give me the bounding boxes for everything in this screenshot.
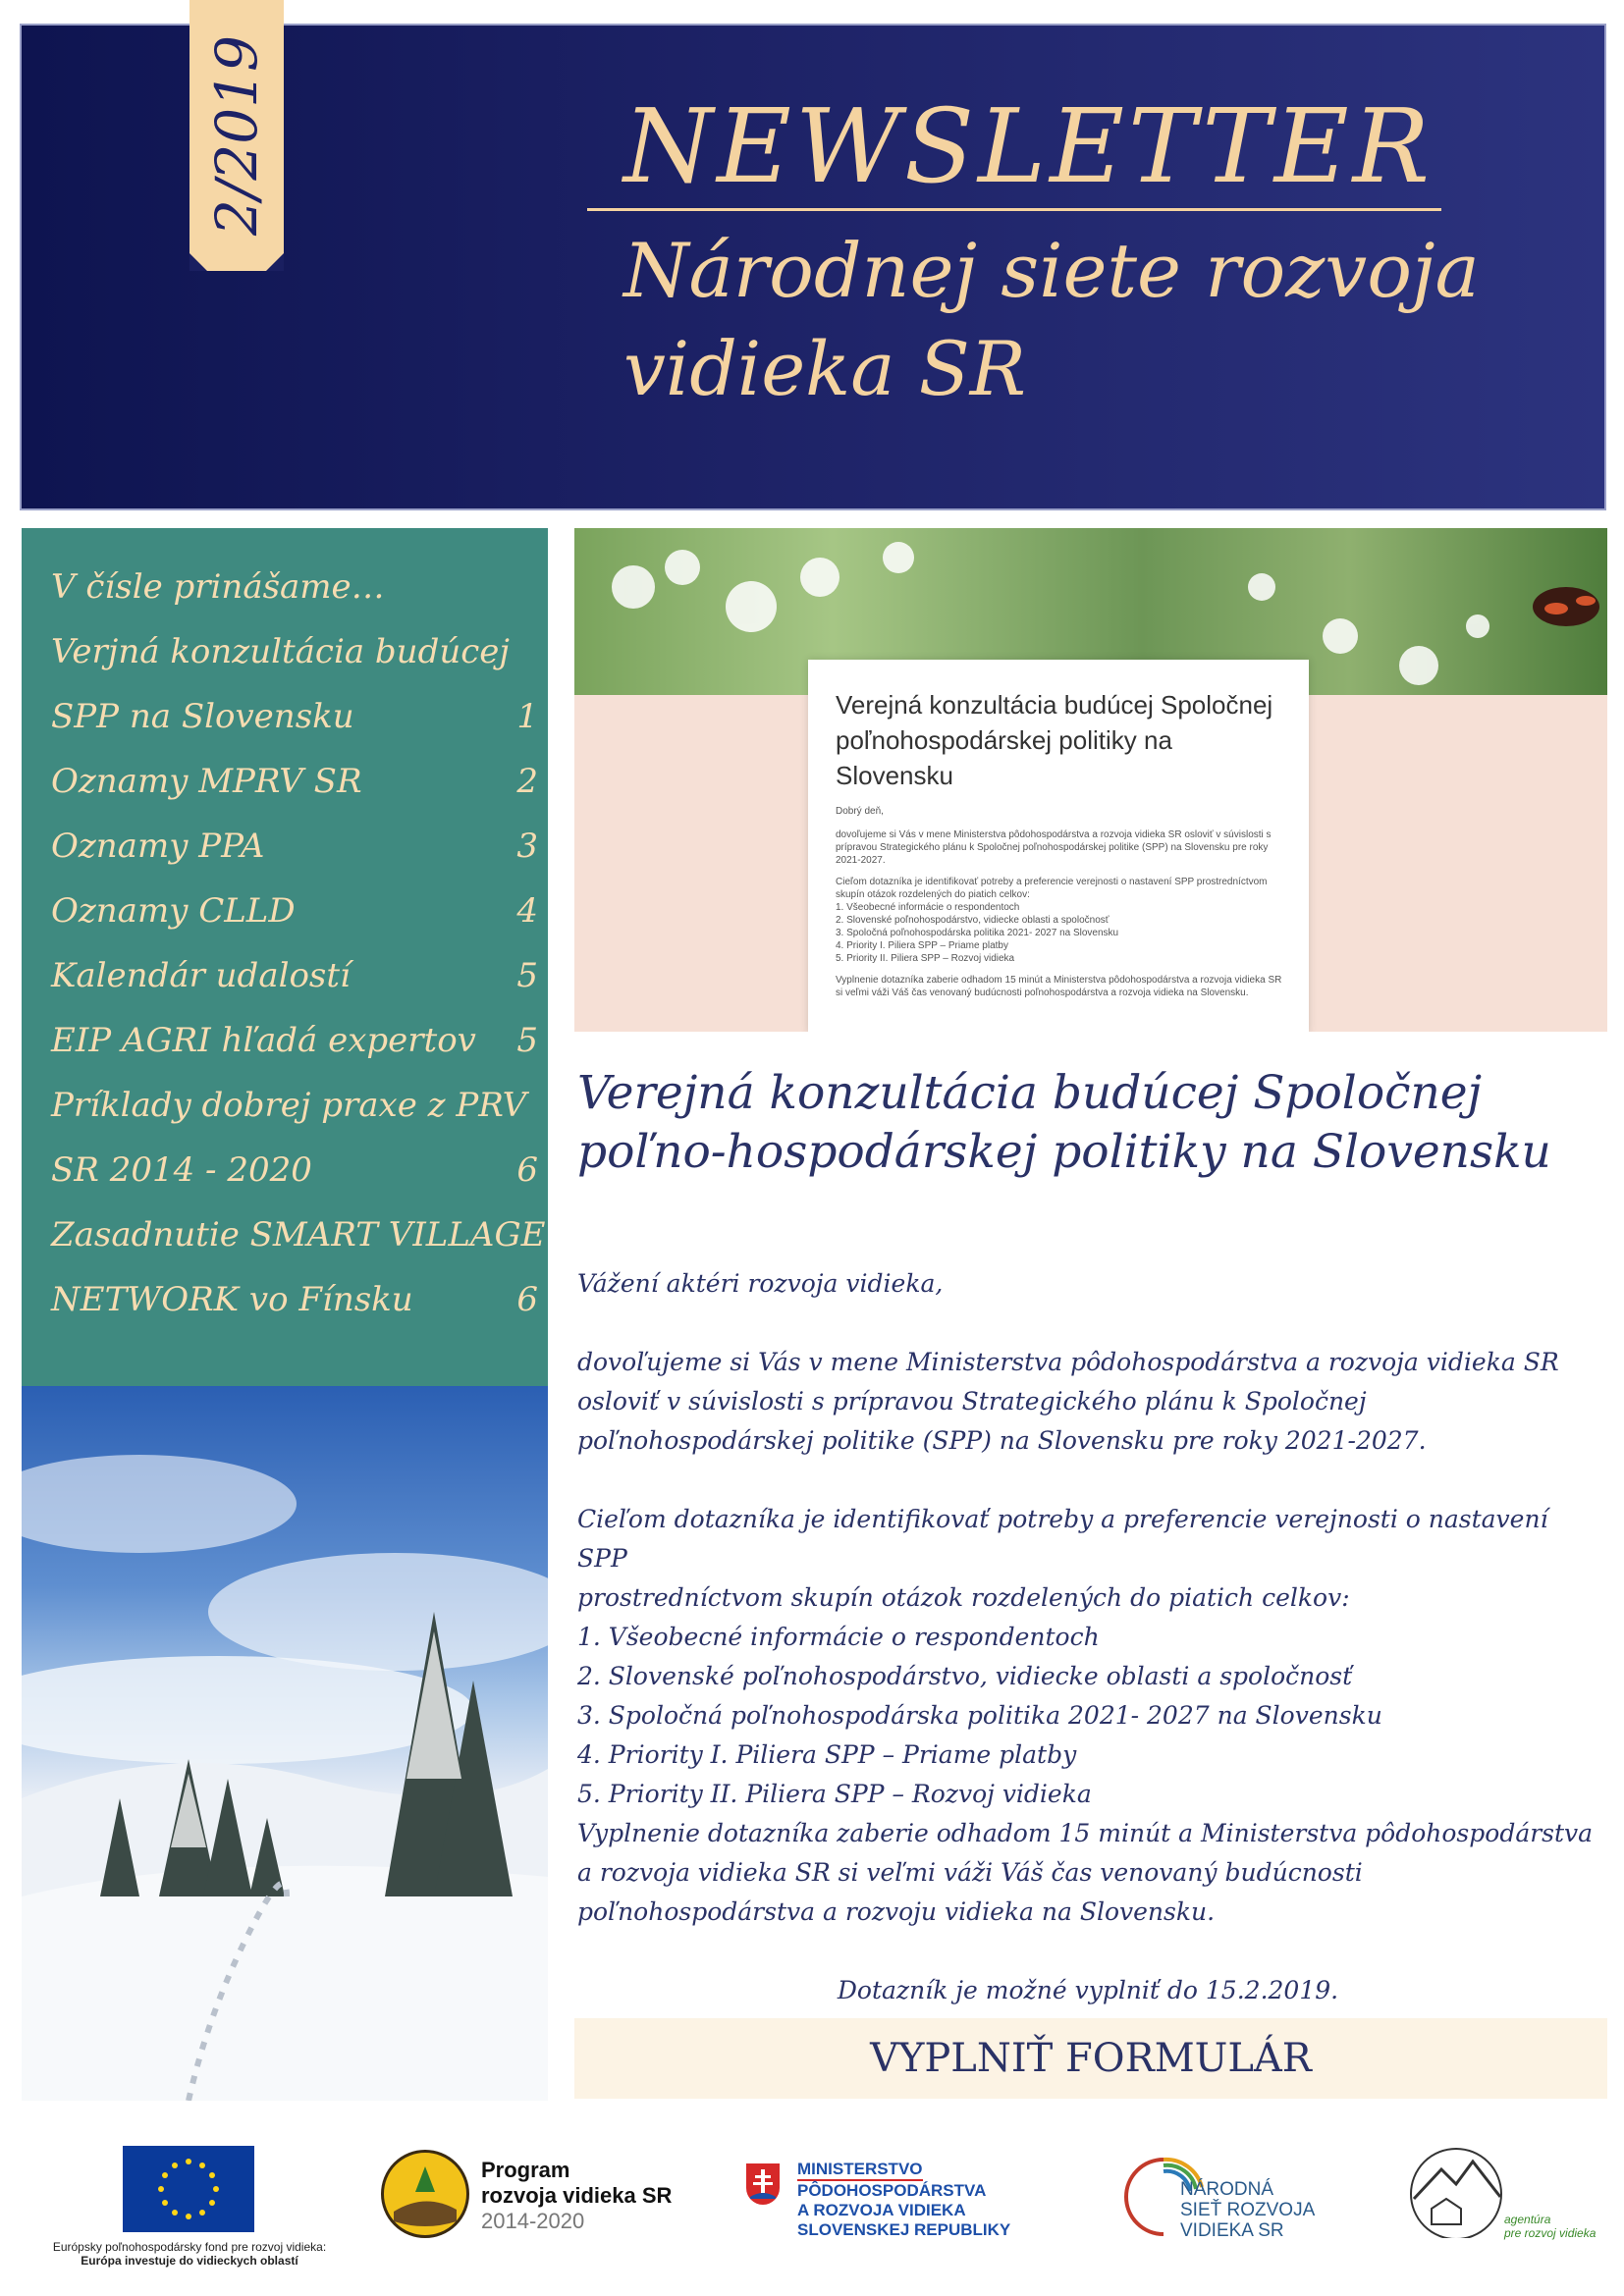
toc-item-good-practice[interactable] xyxy=(51,1150,538,1190)
toc-page-number: 2 xyxy=(516,762,538,801)
card-title: Verejná konzultácia budúcej Spoločnej poľnohospodárskej politiky na Slovensku xyxy=(836,690,1273,790)
article-salutation: Vážení aktéri rozvoja vidieka, xyxy=(577,1269,944,1298)
winter-landscape-photo xyxy=(22,1386,548,2101)
fill-form-label: VYPLNIŤ FORMULÁR xyxy=(870,2036,1312,2081)
toc-item-consultation[interactable] xyxy=(51,697,538,736)
winter-scene-illustration xyxy=(22,1386,548,2101)
list-item: 3. Spoločná poľnohospodárska politika 2021- 2027 na Slovensku xyxy=(577,1701,1382,1730)
issue-tag xyxy=(189,0,284,271)
slovak-coat-of-arms-icon xyxy=(746,2163,780,2205)
toc-item-eip-agri[interactable] xyxy=(51,1021,538,1060)
issue-number: 2/2019 xyxy=(203,34,270,237)
hero-image xyxy=(574,528,1607,1032)
toc-page-number: 5 xyxy=(516,956,538,995)
prv-line-3: 2014-2020 xyxy=(481,2209,585,2233)
prv-line-1: Program xyxy=(481,2158,570,2182)
card-list-item: 2. Slovenské poľnohospodárstvo, vidiecke oblasti a spoločnosť xyxy=(836,915,1110,926)
list-item: 1. Všeobecné informácie o respondentoch xyxy=(577,1623,1100,1651)
agency-logo-icon xyxy=(1392,2140,1520,2238)
fill-form-button[interactable] xyxy=(574,2018,1607,2099)
nsrv-logo-text xyxy=(1180,2179,1315,2241)
toc-page-number: 6 xyxy=(516,1280,538,1319)
toc-item-label: SR 2014 - 2020 xyxy=(51,1150,312,1190)
subtitle-line-2: vidieka SR xyxy=(623,325,1026,412)
paragraph-line: prostredníctvom skupín otázok rozdelených do piatich celkov: xyxy=(577,1583,1350,1612)
agency-line-1: agentúra xyxy=(1504,2213,1551,2226)
card-list-item: 1. Všeobecné informácie o respondentoch xyxy=(836,902,1020,913)
toc-item-smart-village-line1[interactable]: Zasadnutie SMART VILLAGE xyxy=(51,1215,546,1255)
eu-stars-icon xyxy=(123,2146,254,2232)
toc-item-label: Oznamy PPA xyxy=(51,827,265,866)
article-paragraph-3: Vyplnenie dotazníka zaberie odhadom 15 minút a Ministerstva pôdohospodárstva a rozvoja vidieka SR si veľmi váži Váš čas venovaný budúcnosti poľnohospodárstva a rozvoju vidieka na Slovensku. xyxy=(577,1819,1594,1926)
nsrv-line-1: NÁRODNÁ xyxy=(1180,2179,1274,2200)
ministry-line-2: PÔDOHOSPODÁRSTVA xyxy=(797,2181,987,2200)
ministry-line-1: MINISTERSTVO xyxy=(797,2160,923,2181)
newsletter-subtitle xyxy=(623,222,1507,418)
toc-item-label: Oznamy MPRV SR xyxy=(51,762,362,801)
toc-item-label: SPP na Slovensku xyxy=(51,697,354,736)
list-item: 5. Priority II. Piliera SPP – Rozvoj vidieka xyxy=(577,1780,1092,1808)
subtitle-line-1: Národnej siete rozvoja xyxy=(623,227,1480,314)
card-list-item: 5. Priority II. Piliera SPP – Rozvoj vidieka xyxy=(836,953,1015,964)
prv-logo-icon xyxy=(381,2150,469,2238)
toc-item-calendar[interactable] xyxy=(51,956,538,995)
title-divider xyxy=(587,208,1441,211)
toc-item-clld[interactable] xyxy=(51,891,538,931)
card-greeting: Dobrý deň, xyxy=(836,806,884,817)
table-of-contents xyxy=(22,528,548,1386)
questionnaire-preview-card xyxy=(808,660,1309,1032)
toc-heading: V čísle prinášame… xyxy=(51,567,385,607)
toc-item-mprv[interactable] xyxy=(51,762,538,801)
ministry-line-3: A ROZVOJA VIDIEKA xyxy=(797,2201,966,2219)
article-paragraph-1: dovoľujeme si Vás v mene Ministerstva pôdohospodárstva a rozvoja vidieka SR osloviť v súvislosti s prípravou Strategického plánu k Spoločnej poľnohospodárskej politike (SPP) na Slovensku pre roky 2021-2027. xyxy=(577,1348,1559,1455)
list-item: 4. Priority I. Piliera SPP – Priame platby xyxy=(577,1740,1077,1769)
toc-item-ppa[interactable] xyxy=(51,827,538,866)
toc-item-consultation-line1[interactable]: Verjná konzultácia budúcej xyxy=(51,632,510,671)
agency-line-2: pre rozvoj vidieka xyxy=(1504,2226,1597,2240)
eu-flag-logo xyxy=(123,2146,254,2232)
card-paragraph-1: dovoľujeme si Vás v mene Ministerstva pôdohospodárstva a rozvoja vidieka SR osloviť v súvislosti s prípravou Strategického plánu k Spoločnej poľnohospodárskej politike (SPP) na Slovensku pre roky 2021-2027. xyxy=(836,829,1272,866)
butterfly-icon xyxy=(1533,587,1599,626)
nsrv-line-3: VIDIEKA SR xyxy=(1180,2220,1284,2241)
ministry-line-4: SLOVENSKEJ REPUBLIKY xyxy=(797,2220,1011,2239)
card-paragraph-2: Cieľom dotazníka je identifikovať potreby a preferencie verejnosti o nastavení SPP prostredníctvom skupín otázok rozdelených do piatich celkov: xyxy=(836,877,1268,900)
eu-caption-line-1: Európsky poľnohospodársky fond pre rozvoj vidieka: xyxy=(52,2240,327,2254)
paragraph-line: Cieľom dotazníka je identifikovať potreby a preferencie verejnosti o nastavení SPP xyxy=(577,1505,1548,1573)
prv-logo-text xyxy=(481,2158,672,2234)
toc-item-smart-village[interactable] xyxy=(51,1280,538,1319)
article-paragraph-2 xyxy=(577,1500,1598,1814)
article-title: Verejná konzultácia budúcej Spoločnej poľno-hospodárskej politiky na Slovensku xyxy=(577,1066,1551,1179)
toc-item-label: EIP AGRI hľadá expertov xyxy=(51,1021,476,1060)
newsletter-title: NEWSLETTER xyxy=(623,86,1434,206)
ministry-logo-text xyxy=(797,2160,1010,2240)
toc-page-number: 5 xyxy=(516,1021,538,1060)
card-list-item: 3. Spoločná poľnohospodárska politika 2021- 2027 na Slovensku xyxy=(836,928,1119,938)
card-list-item: 4. Priority I. Piliera SPP – Priame platby xyxy=(836,940,1008,951)
toc-page-number: 6 xyxy=(516,1150,538,1190)
toc-item-label: Kalendár udalostí xyxy=(51,956,351,995)
eu-caption xyxy=(27,2240,352,2268)
card-paragraph-3: Vyplnenie dotazníka zaberie odhadom 15 minút a Ministerstva pôdohospodárstva a rozvoja vidieka SR si veľmi váži Váš čas venovaný budúcnosti poľnohospodárstva a rozvoja vidieka na Slovensku. xyxy=(836,975,1282,998)
agency-logo-text xyxy=(1504,2213,1596,2240)
prv-line-2: rozvoja vidieka SR xyxy=(481,2183,673,2208)
toc-page-number: 3 xyxy=(516,827,538,866)
toc-item-good-practice-line1[interactable]: Príklady dobrej praxe z PRV xyxy=(51,1086,527,1125)
toc-item-label: NETWORK vo Fínsku xyxy=(51,1280,413,1319)
deadline-note: Dotazník je možné vyplniť do 15.2.2019. xyxy=(837,1976,1339,2004)
list-item: 2. Slovenské poľnohospodárstvo, vidiecke oblasti a spoločnosť xyxy=(577,1662,1353,1690)
toc-page-number: 1 xyxy=(516,697,538,736)
nsrv-line-2: SIEŤ ROZVOJA xyxy=(1180,2200,1316,2220)
eu-caption-line-2: Európa investuje do vidieckych oblastí xyxy=(81,2254,298,2268)
toc-item-label: Oznamy CLLD xyxy=(51,891,296,931)
toc-page-number: 4 xyxy=(516,891,538,931)
